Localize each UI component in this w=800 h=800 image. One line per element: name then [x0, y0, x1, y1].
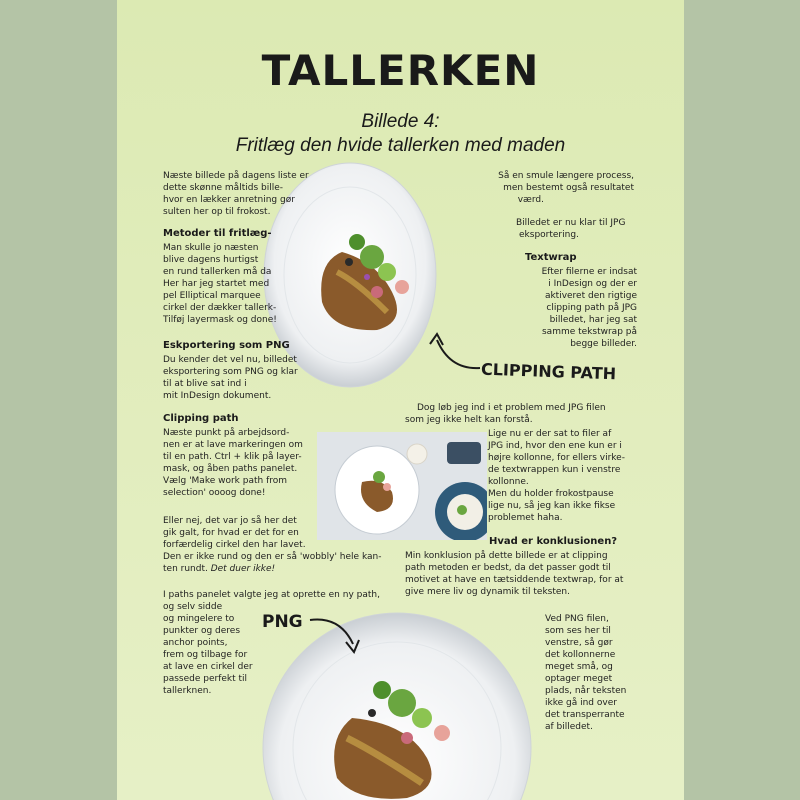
metoder-line: cirkel der dækker tallerk- [163, 303, 277, 313]
page-subtitle [117, 110, 684, 158]
eller-line: forfærdelig cirkel den har lavet. [163, 540, 306, 550]
clipping-path-arrow-icon [425, 328, 485, 378]
textwrap-line: Efter filerne er indsat [541, 267, 637, 277]
clipping-path-label: CLIPPING PATH [480, 359, 617, 384]
lige-line: problemet haha. [488, 513, 563, 523]
png-line: det kollonnerne [545, 650, 616, 660]
eksport-heading: Eskportering som PNG [163, 340, 290, 351]
right-top-line: men bestemt også resultatet [503, 183, 634, 193]
eksport-text [163, 354, 298, 402]
lige-line: højre kollonne, for ellers virke- [488, 453, 625, 463]
paths-line: punkter og deres [163, 626, 241, 636]
right-top-line: værd. [517, 195, 544, 205]
metoder-line: pel Elliptical marquee [163, 291, 261, 301]
clipping-heading: Clipping path [163, 413, 239, 424]
eksport-line: mit InDesign dokument. [163, 391, 272, 401]
png-line: som ses her til [545, 626, 611, 636]
lige-line: lige nu, så jeg kan ikke fikse [488, 501, 616, 511]
eksport-line: til at blive sat ind i [163, 379, 247, 389]
clipping-line: nen er at lave markeringen om [163, 440, 303, 450]
eller-text [163, 515, 381, 575]
konklusion-text [405, 550, 623, 598]
paths-line: at lave en cirkel der [163, 662, 253, 672]
paths-line: anchor points, [163, 638, 228, 648]
metoder-line: Tilføj layermask og done! [163, 315, 277, 325]
paths-line: passede perfekt til [163, 674, 248, 684]
clipping-line: mask, og åben paths panelet. [163, 464, 298, 474]
clipping-line: Næste punkt på arbejdsord- [163, 428, 290, 438]
lige-line: Men du holder frokostpause [488, 489, 614, 499]
intro-line: hvor en lækker anretning gør [163, 195, 295, 205]
intro-line: Næste billede på dagens liste er [163, 171, 309, 181]
png-text [545, 613, 626, 733]
lige-text [488, 428, 625, 524]
document-page [117, 0, 684, 800]
eller-last-plain: ten rundt. [163, 564, 211, 574]
png-line: ikke gå ind over [545, 698, 617, 708]
eller-line: gik galt, for hvad er det for en [163, 528, 299, 538]
png-line: af billedet. [545, 722, 593, 732]
intro-line: dette skønne måltids bille- [163, 183, 283, 193]
paths-line: frem og tilbage for [163, 650, 248, 660]
paths-line: og mingelere to [163, 614, 235, 624]
lige-line: de textwrappen kun i venstre [488, 465, 621, 475]
eksport-line: eksportering som PNG og klar [163, 367, 298, 377]
png-line: meget små, og [545, 662, 613, 672]
klar-line: eksportering. [519, 230, 579, 240]
problem-line: som jeg ikke helt kan forstå. [405, 415, 533, 425]
clipping-text [163, 427, 303, 499]
paths-line: og selv sidde [163, 602, 223, 612]
metoder-line: blive dagens hurtigst [163, 255, 259, 265]
png-line: venstre, så gør [545, 638, 613, 648]
lige-line: Lige nu er der sat to filer af [488, 429, 612, 439]
metoder-line: Man skulle jo næsten [163, 243, 259, 253]
eller-line: Den er ikke rund og den er så 'wobbly' hele kan- [163, 552, 382, 562]
clipping-line: Vælg 'Make work path from [163, 476, 288, 486]
lige-line: JPG ind, hvor den ene kun er i [488, 441, 622, 451]
eller-last-italic: Det duer ikke! [210, 564, 276, 574]
clipping-line: til en path. Ctrl + klik på layer- [163, 452, 302, 462]
textwrap-line: clipping path på JPG [546, 303, 637, 313]
right-top-line: Så en smule længere process, [498, 171, 634, 181]
textwrap-text [497, 266, 637, 350]
paths-text [163, 589, 380, 697]
png-line: det transperrante [545, 710, 625, 720]
intro-text [163, 170, 309, 218]
metoder-text [163, 242, 277, 326]
lige-line: kollonne. [488, 477, 529, 487]
klar-text [516, 217, 625, 241]
clipping-line: selection' oooog done! [163, 488, 266, 498]
subtitle-line-2: Fritlæg den hvide tallerken med maden [235, 135, 566, 156]
textwrap-line: billedet, har jeg sat [549, 315, 637, 325]
konklusion-line: motivet at have en tætsiddende textwrap, for at [405, 575, 624, 585]
intro-line: sulten her op til frokost. [163, 207, 271, 217]
textwrap-line: begge billeder. [570, 339, 637, 349]
png-label: PNG [262, 612, 303, 632]
paths-line: tallerknen. [163, 686, 212, 696]
konklusion-heading: Hvad er konklusionen? [489, 536, 618, 547]
png-line: Ved PNG filen, [545, 614, 609, 624]
konklusion-line: give mere liv og dynamik til teksten. [405, 587, 570, 597]
problem-line: Dog løb jeg ind i et problem med JPG filen [417, 403, 606, 413]
png-line: plads, når teksten [545, 686, 627, 696]
subtitle-line-1: Billede 4: [361, 111, 440, 132]
right-top-text [469, 170, 634, 206]
eksport-line: Du kender det vel nu, billedet [163, 355, 297, 365]
konklusion-line: path metoden er bedst, da det passer godt til [405, 563, 611, 573]
textwrap-heading: Textwrap [525, 252, 577, 263]
konklusion-line: Min konklusion på dette billede er at clipping [405, 551, 608, 561]
metoder-line: Her har jeg startet med [163, 279, 270, 289]
textwrap-line: samme tekstwrap på [541, 327, 637, 337]
textwrap-line: i InDesign og der er [548, 279, 637, 289]
eller-line: Eller nej, det var jo så her det [163, 516, 297, 526]
eller-line-last [163, 563, 381, 575]
klar-line: Billedet er nu klar til JPG [516, 218, 626, 228]
metoder-heading: Metoder til fritlæg- [163, 228, 272, 239]
png-line: optager meget [545, 674, 613, 684]
page-title: TALLERKEN [261, 46, 540, 95]
textwrap-line: aktiveret den rigtige [544, 291, 637, 301]
metoder-line: en rund tallerken må da [163, 267, 272, 277]
paths-line: I paths panelet valgte jeg at oprette en ny path, [163, 590, 380, 600]
problem-text [405, 402, 606, 426]
